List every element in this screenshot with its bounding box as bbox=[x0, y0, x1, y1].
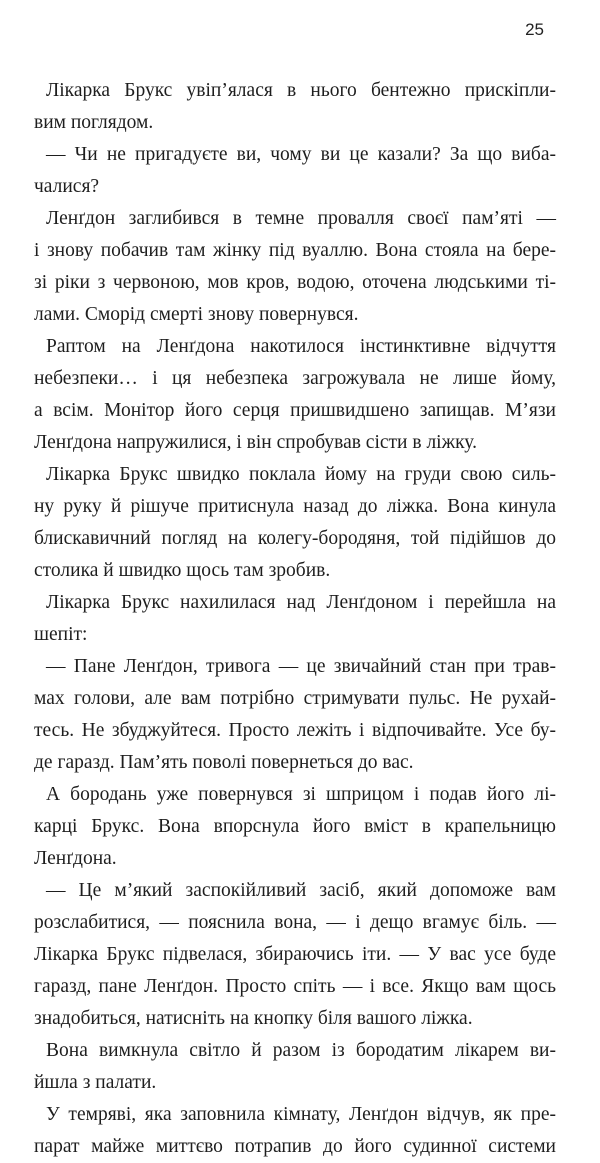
text-line: Раптом на Ленґдона накотилося інстинктивне відчуття bbox=[46, 336, 556, 357]
text-line: У темряві, яка заповнила кімнату, Ленґдон відчув, як пре- bbox=[46, 1104, 556, 1125]
text-line: — Чи не пригадуєте ви, чому ви це казали? За що виба- bbox=[46, 144, 556, 165]
text-line: — Пане Ленґдон, тривога — це звичайний стан при трав- bbox=[46, 656, 556, 677]
text-line: тесь. Не збуджуйтеся. Просто лежіть і відпочивайте. Усе бу- bbox=[34, 720, 556, 741]
text-line: йшла з палати. bbox=[34, 1072, 157, 1093]
text-line: карці Брукс. Вона впорснула його вміст в крапельницю bbox=[34, 816, 556, 837]
text-line: Ленґдона. bbox=[34, 848, 117, 869]
text-line: знадобиться, натисніть на кнопку біля вашого ліжка. bbox=[34, 1008, 473, 1029]
text-line: а всім. Монітор його серця пришвидшено запищав. М’язи bbox=[34, 400, 556, 421]
text-line: де гаразд. Пам’ять поволі повернеться до вас. bbox=[34, 752, 414, 773]
text-line: і знову побачив там жінку під вуаллю. Вона стояла на бере- bbox=[34, 240, 556, 261]
text-line: Лікарка Брукс підвелася, збираючись іти. — У вас усе буде bbox=[34, 944, 556, 965]
page-number: 25 bbox=[525, 20, 544, 39]
text-line: Ленґдон заглибився в темне провалля своєї пам’яті — bbox=[46, 208, 556, 229]
text-line: парат майже миттєво потрапив до його судинної системи bbox=[34, 1136, 556, 1157]
text-line: шепіт: bbox=[34, 624, 88, 645]
body-text bbox=[34, 75, 556, 1163]
text-line: вим поглядом. bbox=[34, 112, 154, 133]
text-line: небезпеки… і ця небезпека загрожувала не лише йому, bbox=[34, 368, 556, 389]
text-line: розслабитися, — пояснила вона, — і дещо вгамує біль. — bbox=[34, 912, 556, 933]
text-line: Лікарка Брукс увіп’ялася в нього бентежно прискіпли- bbox=[46, 80, 556, 101]
text-line: зі ріки з червоною, мов кров, водою, оточена людськими ті- bbox=[34, 272, 556, 293]
text-line: лами. Сморід смерті знову повернувся. bbox=[34, 304, 359, 325]
text-line: чалися? bbox=[34, 176, 100, 197]
text-line: Лікарка Брукс швидко поклала йому на груди свою силь- bbox=[46, 464, 556, 485]
text-line: ну руку й рішуче притиснула назад до ліжка. Вона кинула bbox=[34, 496, 556, 517]
text-line: мах голови, але вам потрібно стримувати пульс. Не рухай- bbox=[34, 688, 556, 709]
text-line: гаразд, пане Ленґдон. Просто спіть — і все. Якщо вам щось bbox=[34, 976, 556, 997]
text-line: А бородань уже повернувся зі шприцом і подав його лі- bbox=[46, 784, 556, 805]
text-line: блискавичний погляд на колегу-бородяня, той підійшов до bbox=[34, 528, 556, 549]
text-line: Лікарка Брукс нахилилася над Ленґдоном і перейшла на bbox=[46, 592, 556, 613]
text-line: Ленґдона напружилися, і він спробував сісти в ліжку. bbox=[34, 432, 477, 453]
text-line: Вона вимкнула світло й разом із бородатим лікарем ви- bbox=[46, 1040, 556, 1061]
text-line: — Це м’який заспокійливий засіб, який допоможе вам bbox=[46, 880, 556, 901]
text-line: столика й швидко щось там зробив. bbox=[34, 560, 331, 581]
